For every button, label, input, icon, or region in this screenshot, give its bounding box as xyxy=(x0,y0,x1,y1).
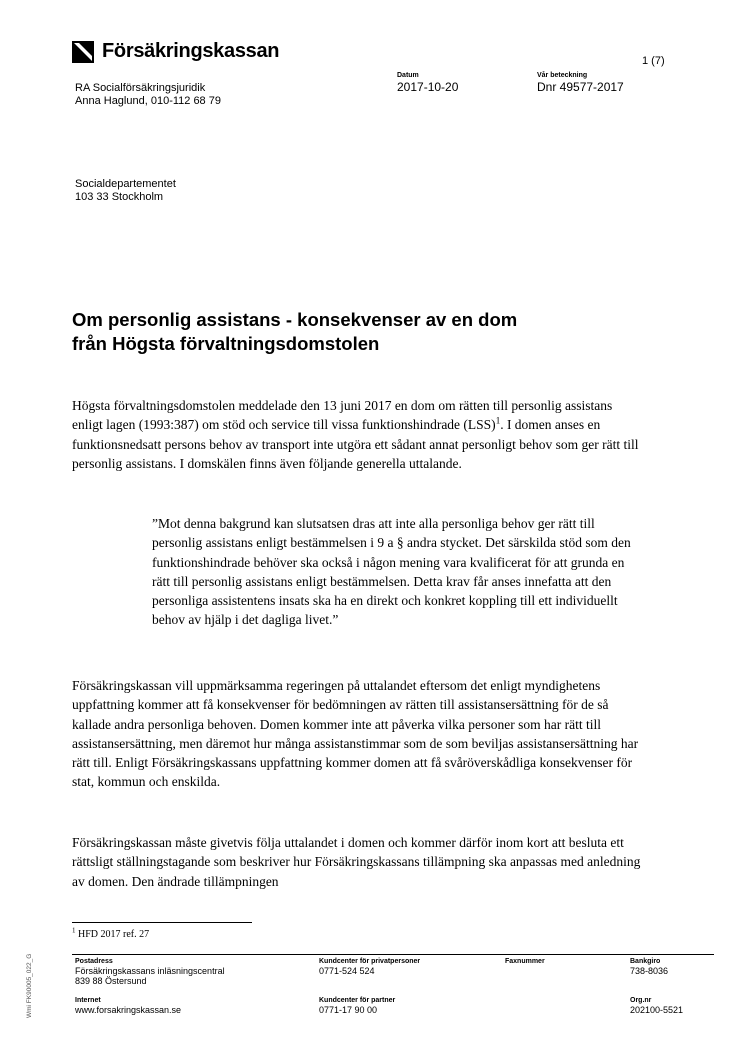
footer-bankgiro xyxy=(630,958,668,976)
footnote-number: 1 xyxy=(72,926,76,935)
footer-orgnr xyxy=(630,997,683,1015)
recipient-address: 103 33 Stockholm xyxy=(75,191,164,203)
kundcenter-partner-label: Kundcenter för partner xyxy=(319,997,396,1004)
logo-text: Försäkringskassan xyxy=(102,40,280,62)
recipient-name: Socialdepartementet xyxy=(75,178,176,190)
paragraph-1-text: Högsta förvaltningsdomstolen meddelade den 13 juni 2017 en dom om rätten till personlig assistans enligt lagen (1993:387) om stöd och service till vissa funktionshindrade (LSS) xyxy=(72,398,613,433)
footer-kundcenter-partner xyxy=(319,997,395,1015)
footer-kundcenter-privat xyxy=(319,958,420,976)
sender-block xyxy=(75,82,221,108)
page-number: 1 (7) xyxy=(642,55,665,67)
fax-label: Faxnummer xyxy=(505,958,545,965)
reference-block xyxy=(537,72,624,94)
bankgiro-value: 738-8036 xyxy=(630,966,669,976)
logo-mark-icon xyxy=(72,41,94,63)
paragraph-1 xyxy=(72,396,642,473)
paragraph-2: Försäkringskassan vill uppmärksamma regeringen på uttalandet eftersom det enligt myndighetens uppfattning kommer att få konsekvenser för bedömningen av rätten till assistansersättning för de så kallade andra personliga behoven. Domen kommer inte att påverka vilka personer som har rätt till assistansersättning, men däremot hur många assistanstimmar som de som beviljas assistansersättning har rätt till. Enligt Försäkringskassans uppfattning kommer domen att få svåröverskådliga konsekvenser för stat, kommun och enskilda. xyxy=(72,678,639,790)
form-code: Wmi FK90005_022_G xyxy=(26,953,33,1018)
bankgiro-label: Bankgiro xyxy=(630,958,661,965)
block-quote: ”Mot denna bakgrund kan slutsatsen dras att inte alla personliga behov ger rätt till personlig assistans enligt bestämmelsen i 9 a § andra stycket. Det särskilda stöd som den funktionshindrade behöver ska också i någon mening vara kvalificerat för att grunda en rätt till personlig assistans enligt bestämmelsen. Detta krav får anses innefatta att den personliga assistentens insats ska ha en direkt och konkret koppling till ett individuellt behov av hjälp i det dagliga livet.” xyxy=(152,516,631,628)
footer-fax xyxy=(505,958,545,966)
paragraph-1-text-continued: . I domen anses en funktionsnedsatt persons behov av transport inte utgöra ett sådant annat personligt behov som ger rätt till personlig assistans. I domskälen finns även följande generella uttalande. xyxy=(72,417,639,471)
document-title xyxy=(72,308,632,356)
kundcenter-privat-label: Kundcenter för privatpersoner xyxy=(319,958,421,965)
footnote-text: HFD 2017 ref. 27 xyxy=(75,929,150,940)
postadress-line-1: Försäkringskassans inläsningscentral xyxy=(75,966,225,976)
footer-divider xyxy=(72,954,714,955)
internet-link[interactable]: www.forsakringskassan.se xyxy=(75,1005,182,1015)
orgnr-label: Org.nr xyxy=(630,997,652,1004)
postadress-label: Postadress xyxy=(75,958,113,965)
company-logo xyxy=(72,40,279,63)
date-value: 2017-10-20 xyxy=(397,80,459,94)
kundcenter-privat-value: 0771-524 524 xyxy=(319,966,375,976)
internet-label: Internet xyxy=(75,997,101,1004)
recipient-block xyxy=(75,178,176,204)
date-label: Datum xyxy=(397,72,419,79)
footer-postadress xyxy=(75,958,225,986)
footnote-divider xyxy=(72,922,252,923)
sender-contact: Anna Haglund, 010-112 68 79 xyxy=(75,95,221,107)
orgnr-value: 202100-5521 xyxy=(630,1005,684,1015)
title-line-2: från Högsta förvaltningsdomstolen xyxy=(72,333,380,354)
kundcenter-partner-value: 0771-17 90 00 xyxy=(319,1005,378,1015)
postadress-line-2: 839 88 Östersund xyxy=(75,976,147,986)
reference-label: Vår beteckning xyxy=(537,72,588,79)
paragraph-3: Försäkringskassan måste givetvis följa uttalandet i domen och kommer därför inom kort att besluta ett rättsligt ställningstagande som beskriver hur Försäkringskassans tillämpning ska anpassas med anledning av domen. Den ändrade tillämpningen xyxy=(72,835,641,889)
footnote xyxy=(72,926,150,941)
title-line-1: Om personlig assistans - konsekvenser av en dom xyxy=(72,309,518,330)
reference-value: Dnr 49577-2017 xyxy=(537,80,624,94)
footnote-reference: 1 xyxy=(495,415,501,426)
footer-internet xyxy=(75,997,181,1015)
sender-department: RA Socialförsäkringsjuridik xyxy=(75,82,206,94)
date-block xyxy=(397,72,458,94)
